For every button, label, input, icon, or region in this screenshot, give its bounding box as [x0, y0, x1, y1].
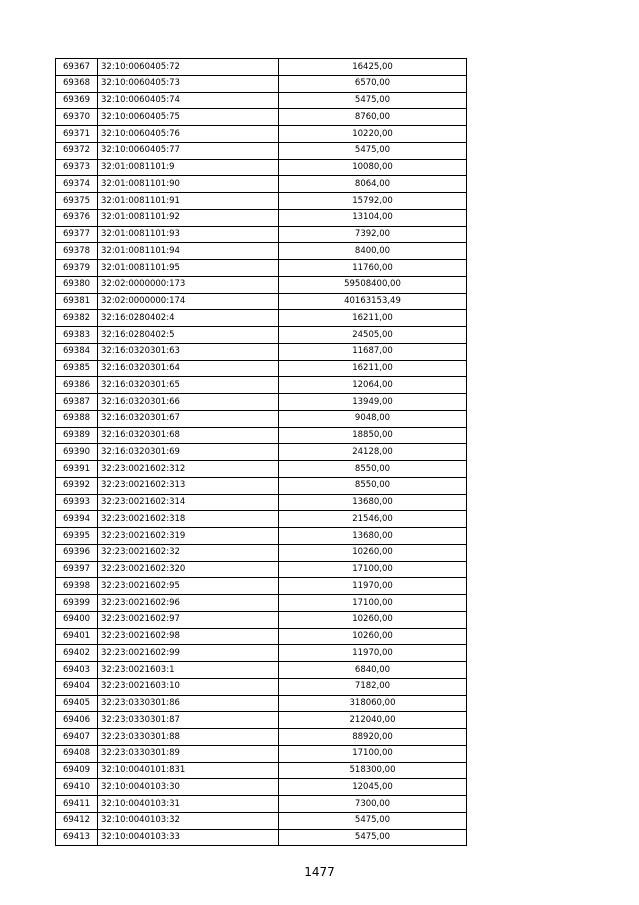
row-number-cell: 69372 — [56, 142, 98, 159]
value-cell: 11970,00 — [279, 645, 467, 662]
row-number-cell: 69369 — [56, 92, 98, 109]
registry-table-body — [56, 59, 467, 846]
table-row — [56, 712, 467, 729]
table-row — [56, 310, 467, 327]
value-cell: 10080,00 — [279, 159, 467, 176]
row-number-cell: 69396 — [56, 544, 98, 561]
cadastral-number-cell: 32:01:0081101:91 — [98, 193, 279, 210]
table-row — [56, 812, 467, 829]
cadastral-number-cell: 32:23:0021602:318 — [98, 511, 279, 528]
table-row — [56, 628, 467, 645]
value-cell: 5475,00 — [279, 142, 467, 159]
cadastral-number-cell: 32:10:0060405:77 — [98, 142, 279, 159]
cadastral-number-cell: 32:23:0021602:319 — [98, 528, 279, 545]
value-cell: 5475,00 — [279, 812, 467, 829]
value-cell: 10220,00 — [279, 126, 467, 143]
table-row — [56, 779, 467, 796]
table-row — [56, 796, 467, 813]
value-cell: 212040,00 — [279, 712, 467, 729]
value-cell: 21546,00 — [279, 511, 467, 528]
row-number-cell: 69376 — [56, 209, 98, 226]
value-cell: 88920,00 — [279, 729, 467, 746]
row-number-cell: 69398 — [56, 578, 98, 595]
table-row — [56, 327, 467, 344]
row-number-cell: 69397 — [56, 561, 98, 578]
cadastral-number-cell: 32:10:0060405:74 — [98, 92, 279, 109]
table-row — [56, 561, 467, 578]
value-cell: 11760,00 — [279, 260, 467, 277]
registry-table — [55, 58, 467, 846]
value-cell: 8760,00 — [279, 109, 467, 126]
cadastral-number-cell: 32:23:0021602:96 — [98, 595, 279, 612]
value-cell: 24505,00 — [279, 327, 467, 344]
value-cell: 15792,00 — [279, 193, 467, 210]
value-cell: 40163153,49 — [279, 293, 467, 310]
row-number-cell: 69401 — [56, 628, 98, 645]
table-row — [56, 360, 467, 377]
value-cell: 13949,00 — [279, 394, 467, 411]
cadastral-number-cell: 32:10:0040103:32 — [98, 812, 279, 829]
value-cell: 13680,00 — [279, 528, 467, 545]
table-row — [56, 477, 467, 494]
table-row — [56, 109, 467, 126]
row-number-cell: 69394 — [56, 511, 98, 528]
table-row — [56, 377, 467, 394]
cadastral-number-cell: 32:16:0320301:65 — [98, 377, 279, 394]
row-number-cell: 69409 — [56, 762, 98, 779]
row-number-cell: 69391 — [56, 461, 98, 478]
row-number-cell: 69399 — [56, 595, 98, 612]
row-number-cell: 69404 — [56, 678, 98, 695]
row-number-cell: 69406 — [56, 712, 98, 729]
table-row — [56, 427, 467, 444]
table-row — [56, 293, 467, 310]
row-number-cell: 69412 — [56, 812, 98, 829]
value-cell: 7392,00 — [279, 226, 467, 243]
row-number-cell: 69387 — [56, 394, 98, 411]
value-cell: 8550,00 — [279, 477, 467, 494]
value-cell: 24128,00 — [279, 444, 467, 461]
cadastral-number-cell: 32:10:0060405:72 — [98, 59, 279, 76]
row-number-cell: 69388 — [56, 410, 98, 427]
page-number: 1477 — [304, 865, 335, 879]
cadastral-number-cell: 32:10:0040103:33 — [98, 829, 279, 846]
cadastral-number-cell: 32:10:0060405:73 — [98, 75, 279, 92]
cadastral-number-cell: 32:23:0021603:1 — [98, 662, 279, 679]
row-number-cell: 69367 — [56, 59, 98, 76]
row-number-cell: 69368 — [56, 75, 98, 92]
row-number-cell: 69410 — [56, 779, 98, 796]
row-number-cell: 69405 — [56, 695, 98, 712]
table-row — [56, 729, 467, 746]
table-row — [56, 662, 467, 679]
table-row — [56, 829, 467, 846]
value-cell: 16211,00 — [279, 310, 467, 327]
value-cell: 5475,00 — [279, 92, 467, 109]
value-cell: 518300,00 — [279, 762, 467, 779]
cadastral-number-cell: 32:02:0000000:173 — [98, 276, 279, 293]
row-number-cell: 69380 — [56, 276, 98, 293]
cadastral-number-cell: 32:23:0021602:95 — [98, 578, 279, 595]
value-cell: 7182,00 — [279, 678, 467, 695]
cadastral-number-cell: 32:16:0280402:4 — [98, 310, 279, 327]
table-row — [56, 544, 467, 561]
cadastral-number-cell: 32:23:0021602:97 — [98, 611, 279, 628]
table-row — [56, 444, 467, 461]
cadastral-number-cell: 32:16:0320301:69 — [98, 444, 279, 461]
table-row — [56, 745, 467, 762]
cadastral-number-cell: 32:01:0081101:94 — [98, 243, 279, 260]
table-row — [56, 243, 467, 260]
table-row — [56, 410, 467, 427]
value-cell: 8550,00 — [279, 461, 467, 478]
row-number-cell: 69392 — [56, 477, 98, 494]
value-cell: 10260,00 — [279, 544, 467, 561]
table-row — [56, 59, 467, 76]
cadastral-number-cell: 32:16:0320301:63 — [98, 343, 279, 360]
cadastral-number-cell: 32:23:0330301:89 — [98, 745, 279, 762]
cadastral-number-cell: 32:01:0081101:93 — [98, 226, 279, 243]
cadastral-number-cell: 32:23:0021602:320 — [98, 561, 279, 578]
cadastral-number-cell: 32:01:0081101:92 — [98, 209, 279, 226]
value-cell: 6840,00 — [279, 662, 467, 679]
table-row — [56, 193, 467, 210]
value-cell: 18850,00 — [279, 427, 467, 444]
table-row — [56, 176, 467, 193]
row-number-cell: 69384 — [56, 343, 98, 360]
cadastral-number-cell: 32:01:0081101:90 — [98, 176, 279, 193]
value-cell: 17100,00 — [279, 595, 467, 612]
value-cell: 11970,00 — [279, 578, 467, 595]
row-number-cell: 69375 — [56, 193, 98, 210]
table-row — [56, 394, 467, 411]
cadastral-number-cell: 32:02:0000000:174 — [98, 293, 279, 310]
cadastral-number-cell: 32:23:0330301:87 — [98, 712, 279, 729]
row-number-cell: 69402 — [56, 645, 98, 662]
value-cell: 8064,00 — [279, 176, 467, 193]
row-number-cell: 69386 — [56, 377, 98, 394]
table-row — [56, 611, 467, 628]
value-cell: 10260,00 — [279, 628, 467, 645]
row-number-cell: 69395 — [56, 528, 98, 545]
table-row — [56, 461, 467, 478]
cadastral-number-cell: 32:23:0021602:98 — [98, 628, 279, 645]
value-cell: 16211,00 — [279, 360, 467, 377]
cadastral-number-cell: 32:16:0320301:64 — [98, 360, 279, 377]
value-cell: 13680,00 — [279, 494, 467, 511]
row-number-cell: 69400 — [56, 611, 98, 628]
table-row — [56, 260, 467, 277]
value-cell: 8400,00 — [279, 243, 467, 260]
table-row — [56, 343, 467, 360]
value-cell: 12064,00 — [279, 377, 467, 394]
value-cell: 17100,00 — [279, 745, 467, 762]
row-number-cell: 69411 — [56, 796, 98, 813]
row-number-cell: 69382 — [56, 310, 98, 327]
cadastral-number-cell: 32:10:0060405:76 — [98, 126, 279, 143]
cadastral-number-cell: 32:16:0320301:66 — [98, 394, 279, 411]
value-cell: 17100,00 — [279, 561, 467, 578]
table-row — [56, 645, 467, 662]
value-cell: 10260,00 — [279, 611, 467, 628]
table-row — [56, 276, 467, 293]
cadastral-number-cell: 32:23:0021602:99 — [98, 645, 279, 662]
table-row — [56, 511, 467, 528]
table-row — [56, 578, 467, 595]
cadastral-number-cell: 32:10:0040103:31 — [98, 796, 279, 813]
cadastral-number-cell: 32:10:0040103:30 — [98, 779, 279, 796]
value-cell: 6570,00 — [279, 75, 467, 92]
table-row — [56, 126, 467, 143]
value-cell: 59508400,00 — [279, 276, 467, 293]
cadastral-number-cell: 32:23:0021603:10 — [98, 678, 279, 695]
row-number-cell: 69408 — [56, 745, 98, 762]
value-cell: 16425,00 — [279, 59, 467, 76]
row-number-cell: 69370 — [56, 109, 98, 126]
table-row — [56, 75, 467, 92]
table-row — [56, 209, 467, 226]
cadastral-number-cell: 32:10:0060405:75 — [98, 109, 279, 126]
row-number-cell: 69407 — [56, 729, 98, 746]
table-row — [56, 595, 467, 612]
table-row — [56, 494, 467, 511]
table-row — [56, 762, 467, 779]
cadastral-number-cell: 32:16:0320301:67 — [98, 410, 279, 427]
cadastral-number-cell: 32:23:0021602:313 — [98, 477, 279, 494]
value-cell: 9048,00 — [279, 410, 467, 427]
table-row — [56, 695, 467, 712]
cadastral-number-cell: 32:23:0330301:88 — [98, 729, 279, 746]
row-number-cell: 69381 — [56, 293, 98, 310]
table-row — [56, 142, 467, 159]
row-number-cell: 69383 — [56, 327, 98, 344]
value-cell: 11687,00 — [279, 343, 467, 360]
table-row — [56, 159, 467, 176]
row-number-cell: 69403 — [56, 662, 98, 679]
value-cell: 5475,00 — [279, 829, 467, 846]
row-number-cell: 69390 — [56, 444, 98, 461]
table-row — [56, 528, 467, 545]
cadastral-number-cell: 32:16:0320301:68 — [98, 427, 279, 444]
row-number-cell: 69377 — [56, 226, 98, 243]
cadastral-number-cell: 32:16:0280402:5 — [98, 327, 279, 344]
value-cell: 7300,00 — [279, 796, 467, 813]
value-cell: 12045,00 — [279, 779, 467, 796]
cadastral-number-cell: 32:01:0081101:9 — [98, 159, 279, 176]
row-number-cell: 69389 — [56, 427, 98, 444]
cadastral-number-cell: 32:01:0081101:95 — [98, 260, 279, 277]
cadastral-number-cell: 32:23:0330301:86 — [98, 695, 279, 712]
table-row — [56, 678, 467, 695]
cadastral-number-cell: 32:23:0021602:32 — [98, 544, 279, 561]
row-number-cell: 69371 — [56, 126, 98, 143]
value-cell: 13104,00 — [279, 209, 467, 226]
row-number-cell: 69373 — [56, 159, 98, 176]
row-number-cell: 69393 — [56, 494, 98, 511]
row-number-cell: 69379 — [56, 260, 98, 277]
cadastral-number-cell: 32:23:0021602:312 — [98, 461, 279, 478]
row-number-cell: 69385 — [56, 360, 98, 377]
table-row — [56, 92, 467, 109]
row-number-cell: 69378 — [56, 243, 98, 260]
row-number-cell: 69413 — [56, 829, 98, 846]
cadastral-number-cell: 32:23:0021602:314 — [98, 494, 279, 511]
value-cell: 318060,00 — [279, 695, 467, 712]
cadastral-number-cell: 32:10:0040101:831 — [98, 762, 279, 779]
row-number-cell: 69374 — [56, 176, 98, 193]
table-row — [56, 226, 467, 243]
